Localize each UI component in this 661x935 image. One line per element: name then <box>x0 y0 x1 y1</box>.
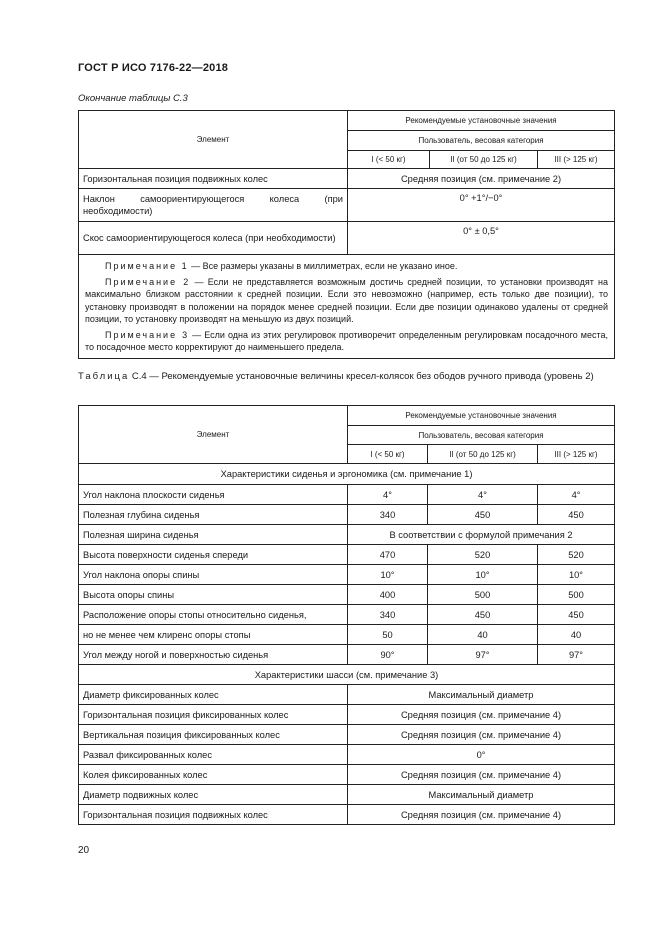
row-label: Полезная ширина сиденья <box>79 525 348 545</box>
note-label: Примечание 2 <box>105 276 191 287</box>
element-header: Элемент <box>79 406 348 464</box>
cell-cat2: 40 <box>428 625 538 645</box>
cat1-header: I (< 50 кг) <box>348 151 430 169</box>
table-row <box>79 222 615 255</box>
cell-cat1: 4° <box>348 485 428 505</box>
table-row <box>79 605 615 625</box>
row-label: Наклон самоориентирующегося колеса (при необходимости) <box>79 189 348 222</box>
row-label: Горизонтальная позиция подвижных колес <box>79 169 348 189</box>
row-label: Скос самоориентирующегося колеса (при необходимости) <box>79 222 348 255</box>
caption-label: Таблица <box>78 371 130 382</box>
row-label: Горизонтальная позиция подвижных колес <box>79 805 348 825</box>
table-c4 <box>78 405 615 825</box>
table-row <box>79 525 615 545</box>
note-text: — Если не представляется возможным достичь средней позиции, то установки производят на максимально близком расстоянии к средней позиции. Если это невозможно (например, есть только две позиции), то установку производят в положении на порядок менее средней позиции. Если две позиции одинаково удалены от средней позиции, то установку производят на меньшую из двух позиций. <box>85 276 609 324</box>
table-row <box>79 685 615 705</box>
table-row <box>79 745 615 765</box>
table-row <box>79 485 615 505</box>
table-row <box>79 565 615 585</box>
cell-cat2: 450 <box>428 605 538 625</box>
section-header-seat: Характеристики сиденья и эргономика (см. примечание 1) <box>79 464 615 485</box>
row-value: В соответствии с формулой примечания 2 <box>348 525 615 545</box>
row-label: но не менее чем клиренс опоры стопы <box>79 625 348 645</box>
row-value: 0° <box>348 745 615 765</box>
table-row <box>79 645 615 665</box>
row-label: Высота поверхности сиденья спереди <box>79 545 348 565</box>
cell-cat1: 50 <box>348 625 428 645</box>
table-head-row <box>79 111 615 131</box>
notes-row <box>79 255 615 359</box>
note-label: Примечание 1 <box>105 261 189 271</box>
row-value: Средняя позиция (см. примечание 2) <box>348 169 615 189</box>
table-row <box>79 705 615 725</box>
note-label: Примечание 3 <box>105 329 190 340</box>
cell-cat1: 340 <box>348 605 428 625</box>
row-value: Средняя позиция (см. примечание 4) <box>348 705 615 725</box>
cat1-header: I (< 50 кг) <box>348 445 428 464</box>
cell-cat3: 4° <box>538 485 615 505</box>
row-value: Максимальный диаметр <box>348 685 615 705</box>
cell-cat1: 340 <box>348 505 428 525</box>
note-text: — Если одна из этих регулировок противоречит определенным регулировкам посадочного места, то посадочное место корректируют до наименьшего предела. <box>85 329 608 352</box>
cell-cat2: 10° <box>428 565 538 585</box>
note-3 <box>85 329 608 354</box>
table-row <box>79 169 615 189</box>
recommended-header: Рекомендуемые установочные значения <box>348 111 615 131</box>
row-value: 0° +1°/−0° <box>348 189 615 222</box>
table-row <box>79 545 615 565</box>
cat3-header: III (> 125 кг) <box>538 445 615 464</box>
row-label: Расположение опоры стопы относительно сиденья, <box>79 605 348 625</box>
row-label: Угол наклона опоры спины <box>79 565 348 585</box>
table-c3 <box>78 110 615 359</box>
cell-cat2: 500 <box>428 585 538 605</box>
section-row <box>79 464 615 485</box>
cell-cat2: 450 <box>428 505 538 525</box>
table-row <box>79 625 615 645</box>
cell-cat3: 500 <box>538 585 615 605</box>
cell-cat1: 10° <box>348 565 428 585</box>
category-header: Пользователь, весовая категория <box>348 426 615 445</box>
caption-text: С.4 — Рекомендуемые установочные величины кресел-колясок без ободов ручного привода (уровень 2) <box>129 371 594 382</box>
cell-cat3: 10° <box>538 565 615 585</box>
table-continuation-label: Окончание таблицы С.3 <box>78 93 188 104</box>
cell-cat3: 450 <box>538 605 615 625</box>
element-header: Элемент <box>79 111 348 169</box>
cell-cat3: 97° <box>538 645 615 665</box>
recommended-header: Рекомендуемые установочные значения <box>348 406 615 426</box>
row-label: Угол между ногой и поверхностью сиденья <box>79 645 348 665</box>
row-label: Колея фиксированных колес <box>79 765 348 785</box>
document-header: ГОСТ Р ИСО 7176-22—2018 <box>78 62 229 74</box>
table-row <box>79 725 615 745</box>
note-2 <box>85 276 608 326</box>
cell-cat3: 520 <box>538 545 615 565</box>
row-label: Горизонтальная позиция фиксированных колес <box>79 705 348 725</box>
cell-cat1: 400 <box>348 585 428 605</box>
cat3-header: III (> 125 кг) <box>538 151 615 169</box>
cat2-header: II (от 50 до 125 кг) <box>430 151 538 169</box>
table-row <box>79 765 615 785</box>
table-row <box>79 785 615 805</box>
cell-cat1: 470 <box>348 545 428 565</box>
row-value: Средняя позиция (см. примечание 4) <box>348 725 615 745</box>
cell-cat3: 450 <box>538 505 615 525</box>
row-label: Полезная глубина сиденья <box>79 505 348 525</box>
cell-cat2: 97° <box>428 645 538 665</box>
note-1 <box>85 260 608 273</box>
row-label: Развал фиксированных колес <box>79 745 348 765</box>
row-value: Максимальный диаметр <box>348 785 615 805</box>
table-c4-caption <box>78 371 614 384</box>
row-value: Средняя позиция (см. примечание 4) <box>348 765 615 785</box>
cell-cat2: 4° <box>428 485 538 505</box>
row-label: Высота опоры спины <box>79 585 348 605</box>
cat2-header: II (от 50 до 125 кг) <box>428 445 538 464</box>
category-header: Пользователь, весовая категория <box>348 131 615 151</box>
note-text: — Все размеры указаны в миллиметрах, если не указано иное. <box>188 261 458 271</box>
table-head-row <box>79 406 615 426</box>
table-row <box>79 189 615 222</box>
row-value: Средняя позиция (см. примечание 4) <box>348 805 615 825</box>
table-row <box>79 805 615 825</box>
row-label: Диаметр фиксированных колес <box>79 685 348 705</box>
row-label: Вертикальная позиция фиксированных колес <box>79 725 348 745</box>
row-label: Угол наклона плоскости сиденья <box>79 485 348 505</box>
page-number: 20 <box>78 845 90 856</box>
cell-cat2: 520 <box>428 545 538 565</box>
table-row <box>79 505 615 525</box>
section-header-chassis: Характеристики шасси (см. примечание 3) <box>79 665 615 685</box>
cell-cat3: 40 <box>538 625 615 645</box>
cell-cat1: 90° <box>348 645 428 665</box>
notes-cell <box>79 255 615 359</box>
row-value: 0° ± 0,5° <box>348 222 615 255</box>
section-row <box>79 665 615 685</box>
row-label: Диаметр подвижных колес <box>79 785 348 805</box>
table-row <box>79 585 615 605</box>
